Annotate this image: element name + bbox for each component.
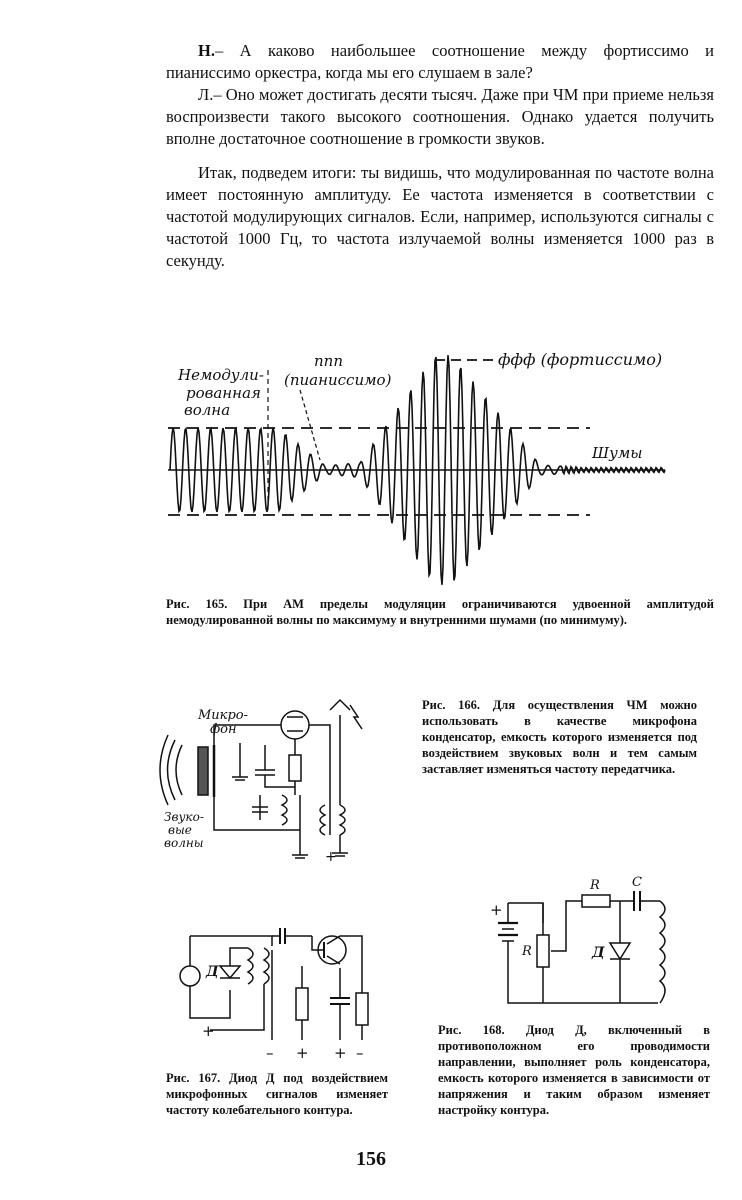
label-unmodulated-line2: рованная — [186, 384, 261, 402]
figure-165-caption: Рис. 165. При АМ пределы модуляции ограничиваются удвоенной амплитудой немодулированной волны по максимуму и внутренними шумами (по минимуму). — [166, 597, 714, 627]
resistor — [289, 755, 301, 781]
plus-terminal: + — [325, 849, 337, 865]
minus-terminal-1: – — [266, 1044, 274, 1062]
resistor-r — [582, 895, 610, 907]
plus-terminal-2: + — [334, 1044, 347, 1062]
label-microphone-line1: Микро- — [198, 708, 248, 723]
label-sound-waves-line3: волны — [164, 836, 204, 850]
speaker-n: Н. — [198, 41, 215, 60]
label-d: Д — [206, 964, 219, 980]
vacuum-tube — [281, 711, 309, 739]
paragraph-2-text: – Оно может достигать десяти тысяч. Даже при ЧМ при приеме нельзя воспроизвести такого высокого соотношения. Однако удается получить вполне достаточное соотношение в громкости звуков. — [166, 85, 714, 148]
figure-168-circuit — [488, 875, 688, 1010]
summary-paragraph — [166, 162, 714, 272]
plus-terminal-1: + — [296, 1044, 309, 1062]
label-unmodulated-line1: Немодули- — [178, 366, 264, 384]
figure-166-circuit — [160, 695, 390, 870]
antenna-icon — [350, 705, 362, 729]
figure-165-waveform — [160, 340, 680, 590]
microphone-capsule — [198, 747, 208, 795]
label-r-top: R — [590, 878, 600, 893]
label-noise: Шумы — [592, 444, 643, 462]
paragraph-1-text: – А каково наибольшее соотношение между фортиссимо и пианиссимо оркестра, когда мы его слушаем в зале? — [166, 41, 714, 82]
tank-coil — [282, 795, 287, 825]
microphone-icon — [180, 966, 200, 986]
label-d: Д — [592, 945, 605, 961]
label-ppp: ппп — [314, 352, 343, 370]
plus-terminal: + — [202, 1022, 215, 1040]
label-sound-waves-line2: вые — [168, 823, 192, 837]
speaker-l: Л. — [198, 85, 214, 104]
dialogue-paragraph-2 — [166, 84, 714, 150]
figure-166-caption: Рис. 166. Для осуществления ЧМ можно использовать в качестве микрофона конденсатор, емкость которого изменяется под воздействием звуковых волн и тем самым заставляет изменяться частоту передатчика. — [422, 698, 697, 776]
label-c: C — [632, 875, 642, 890]
diode-d — [220, 966, 240, 978]
label-microphone-line2: фон — [210, 722, 237, 737]
figure-167-caption: Рис. 167. Диод Д под воздействием микрофонных сигналов изменяет частоту колебательного контура. — [166, 1071, 388, 1117]
plus-terminal: + — [490, 901, 503, 919]
potentiometer — [537, 935, 549, 967]
resistor — [356, 993, 368, 1025]
minus-terminal-2: – — [356, 1044, 364, 1062]
paragraph-3-text: Итак, подведем итоги: ты видишь, что модулированная по частоте волна имеет постоянную амплитуду. Ее частота изменяется в соответствии с частотой модулирующих сигналов. Если, например, используются сигналы с частотой 1000 Гц, то частота излучаемой волны изменяется 1000 раз в секунду. — [166, 163, 714, 270]
label-pianissimo: (пианиссимо) — [284, 371, 392, 389]
coupling-coil — [320, 805, 325, 835]
label-fortissimo: ффф (фортиссимо) — [498, 350, 663, 369]
label-sound-waves-line1: Звуко- — [164, 810, 204, 824]
ppp-pointer — [300, 390, 320, 460]
figure-168-caption: Рис. 168. Диод Д, включенный в противоположном его проводимости направлении, выполняет роль конденсатора, емкость которого изменяется в зависимости от напряжения и таким образом изменяет настройку контура. — [438, 1023, 710, 1117]
page-number: 156 — [356, 1148, 386, 1170]
label-r-left: R — [522, 944, 532, 959]
label-unmodulated-line3: волна — [184, 401, 231, 419]
tank-coil — [264, 948, 269, 984]
dialogue-paragraph-1 — [166, 40, 714, 84]
figure-167-circuit — [172, 918, 387, 1063]
diode-d — [610, 943, 630, 959]
resistor — [296, 988, 308, 1020]
tank-coil — [660, 901, 665, 1003]
